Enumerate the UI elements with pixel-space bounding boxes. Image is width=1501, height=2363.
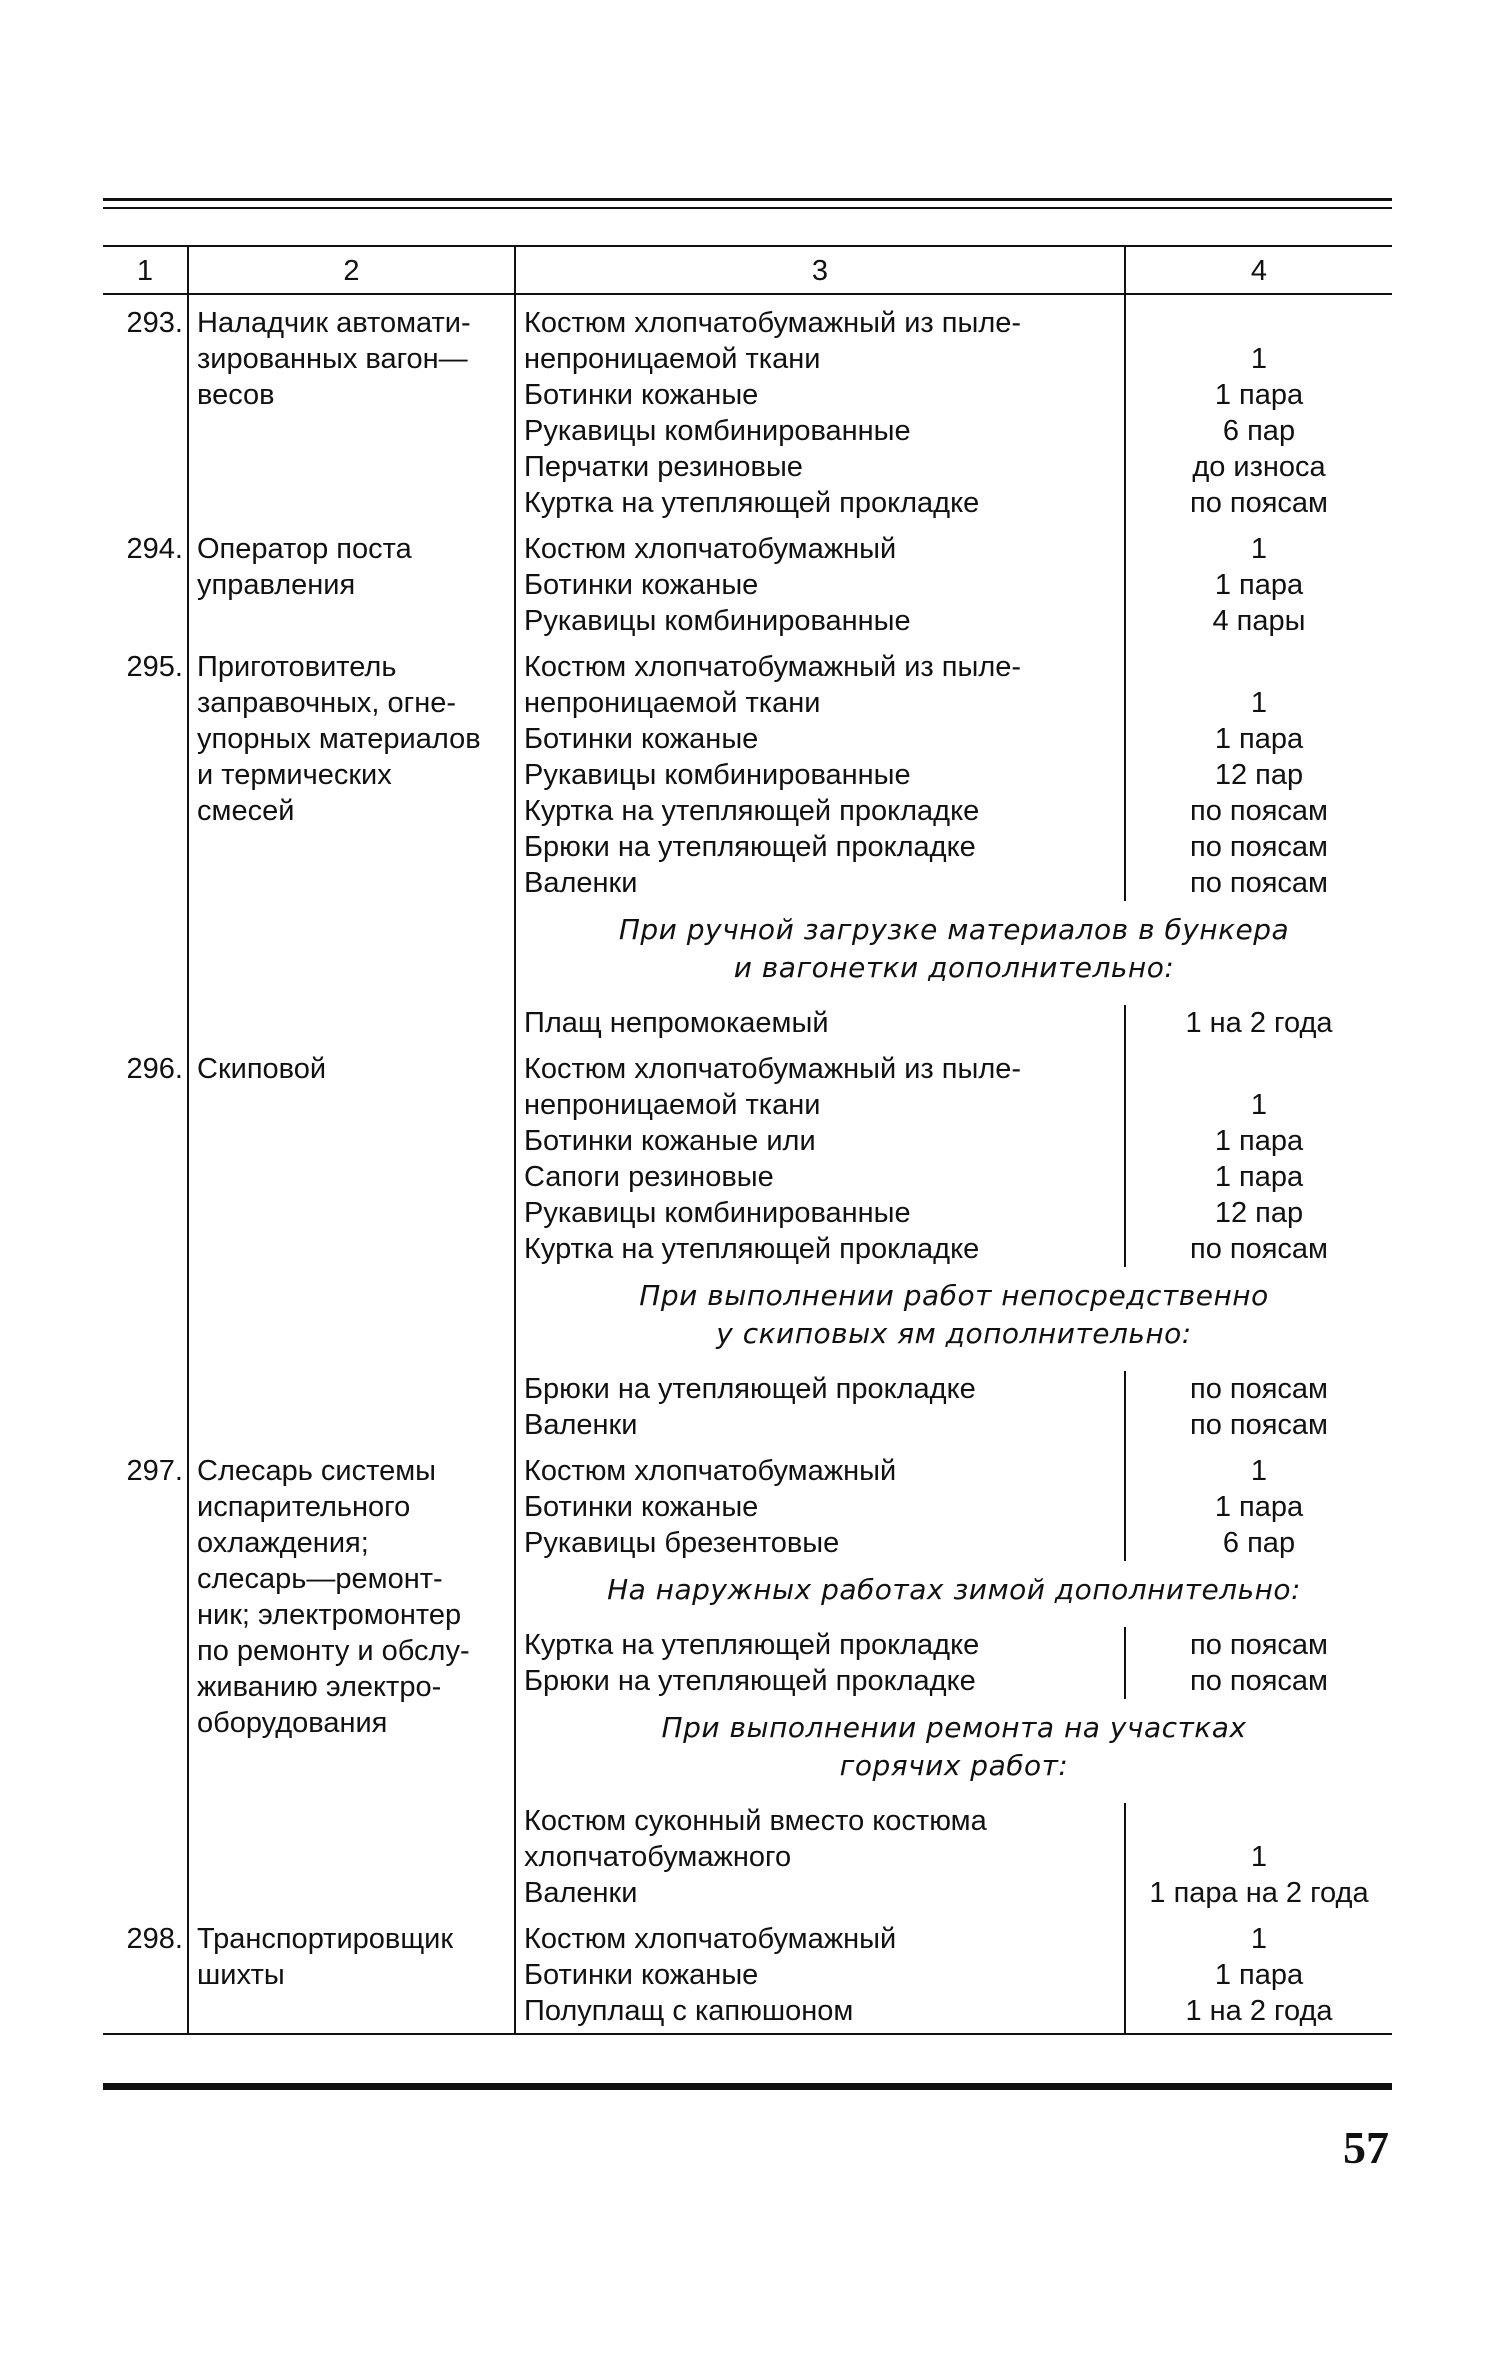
table-row (103, 1911, 1392, 2034)
table-row (103, 294, 1392, 521)
profession-line: оборудования (197, 1707, 388, 1739)
profession-line: управления (197, 569, 356, 601)
table-row (103, 521, 1392, 639)
ppe-quantity: 12 пар (1214, 1197, 1304, 1229)
ppe-item-name: Костюм хлопчатобумажный из пыле- (524, 651, 1022, 683)
profession-line: Транспортировщик (197, 1923, 454, 1955)
profession-name (188, 1911, 515, 2034)
ppe-item-name: Рукавицы комбинированные (524, 759, 911, 791)
profession-line: охлаждения; (197, 1527, 369, 1559)
ppe-quantity: 1 (1250, 687, 1268, 719)
entry-number: 297. (103, 1443, 188, 1911)
ppe-item-name: Полуплащ с капюшоном (524, 1995, 854, 2027)
ppe-quantity: 1 пара (1214, 1491, 1304, 1523)
ppe-quantity: 1 (1250, 343, 1268, 375)
condition-note (515, 901, 1392, 1005)
entry-number: 293. (103, 294, 188, 521)
ppe-quantity: 12 пар (1214, 759, 1304, 791)
header-col-1: 1 (103, 246, 188, 294)
ppe-quantity-cell (1125, 1371, 1392, 1443)
ppe-item-name: Костюм хлопчатобумажный (524, 1923, 897, 1955)
qty-spacer (1126, 649, 1392, 685)
ppe-item-name: Валенки (524, 1409, 638, 1441)
ppe-quantity: 1 (1250, 1923, 1268, 1955)
note-line: На наружных работах зимой дополнительно: (607, 1573, 1301, 1606)
page-number: 57 (1343, 2122, 1389, 2173)
ppe-quantity: 1 пара (1214, 379, 1304, 411)
profession-line: смесей (197, 795, 295, 827)
profession-name (188, 1443, 515, 1911)
ppe-quantity-cell (1125, 1627, 1392, 1699)
profession-line: заправочных, огне- (197, 687, 457, 719)
ppe-item-name: Куртка на утепляющей прокладке (524, 795, 980, 827)
qty-spacer (1126, 305, 1392, 341)
profession-line: Слесарь системы (197, 1455, 436, 1487)
ppe-quantity: 1 пара (1214, 1959, 1304, 1991)
ppe-quantity: 4 пары (1212, 605, 1306, 637)
ppe-item-name: Куртка на утепляющей прокладке (524, 1233, 980, 1265)
ppe-item-name: Ботинки кожаные (524, 1491, 759, 1523)
ppe-quantity-cell (1125, 1005, 1392, 1041)
profession-name (188, 521, 515, 639)
profession-line: шихты (197, 1959, 285, 1991)
note-line: горячих работ: (839, 1749, 1069, 1782)
table-body (103, 294, 1392, 2034)
profession-name (188, 294, 515, 521)
ppe-quantity: по поясам (1190, 795, 1328, 827)
ppe-item-cell (515, 1371, 1125, 1443)
profession-line: упорных материалов (197, 723, 481, 755)
ppe-quantity: по поясам (1190, 1629, 1328, 1661)
ppe-quantity: 1 пара (1214, 1161, 1304, 1193)
table-row (103, 1443, 1392, 1561)
ppe-item-name: Рукавицы комбинированные (524, 415, 911, 447)
ppe-quantity: 1 на 2 года (1185, 1007, 1333, 1039)
profession-line: и термических (197, 759, 392, 791)
entry-number: 296. (103, 1041, 188, 1443)
qty-spacer (1126, 1803, 1392, 1839)
qty-spacer (1126, 1051, 1392, 1087)
profession-line: Приготовитель (197, 651, 397, 683)
ppe-quantity: по поясам (1190, 1409, 1328, 1441)
ppe-item-cell (515, 1627, 1125, 1699)
ppe-item-name: Ботинки кожаные (524, 1959, 759, 1991)
ppe-item-name: хлопчатобумажного (524, 1841, 792, 1873)
ppe-item-name: Костюм хлопчатобумажный из пыле- (524, 307, 1022, 339)
ppe-item-cell (515, 639, 1125, 901)
ppe-item-name: Плащ непромокаемый (524, 1007, 829, 1039)
ppe-item-name: непроницаемой ткани (524, 343, 821, 375)
ppe-quantity-cell (1125, 294, 1392, 521)
ppe-quantity: 1 пара (1214, 723, 1304, 755)
ppe-item-name: Перчатки резиновые (524, 451, 803, 483)
ppe-quantity-cell (1125, 1803, 1392, 1911)
profession-line: слесарь—ремонт- (197, 1563, 443, 1595)
ppe-item-name: Рукавицы брезентовые (524, 1527, 840, 1559)
ppe-item-name: Костюм хлопчатобумажный из пыле- (524, 1053, 1022, 1085)
ppe-quantity: по поясам (1190, 867, 1328, 899)
entry-number: 298. (103, 1911, 188, 2034)
ppe-item-name: Брюки на утепляющей прокладке (524, 831, 976, 863)
ppe-item-name: Валенки (524, 867, 638, 899)
table-header-row (103, 246, 1392, 294)
ppe-item-cell (515, 1443, 1125, 1561)
profession-line: по ремонту и обслу- (197, 1635, 470, 1667)
profession-line: Оператор поста (197, 533, 412, 565)
entry-number: 294. (103, 521, 188, 639)
ppe-quantity-cell (1125, 1911, 1392, 2034)
ppe-item-name: Костюм хлопчатобумажный (524, 533, 897, 565)
profession-name (188, 639, 515, 1041)
ppe-item-name: Рукавицы комбинированные (524, 605, 911, 637)
ppe-quantity: 1 пара на 2 года (1149, 1877, 1369, 1909)
header-col-4: 4 (1125, 246, 1392, 294)
ppe-quantity: 1 на 2 года (1185, 1995, 1333, 2027)
ppe-quantity: по поясам (1190, 1665, 1328, 1697)
ppe-item-name: Валенки (524, 1877, 638, 1909)
note-line: При ручной загрузке материалов в бункера (618, 913, 1290, 946)
condition-note (515, 1699, 1392, 1803)
ppe-quantity: 1 пара (1214, 569, 1304, 601)
condition-note (515, 1267, 1392, 1371)
ppe-quantity: по поясам (1190, 1373, 1328, 1405)
ppe-quantity-cell (1125, 639, 1392, 901)
ppe-item-name: непроницаемой ткани (524, 687, 821, 719)
ppe-quantity: 1 (1250, 1455, 1268, 1487)
ppe-quantity: 1 (1250, 533, 1268, 565)
ppe-item-name: Куртка на утепляющей прокладке (524, 1629, 980, 1661)
ppe-item-name: Ботинки кожаные (524, 723, 759, 755)
ppe-norms-table (103, 245, 1392, 2035)
ppe-quantity: 1 пара (1214, 1125, 1304, 1157)
table-row (103, 639, 1392, 901)
ppe-quantity: 6 пар (1222, 1527, 1296, 1559)
ppe-quantity: 1 (1250, 1089, 1268, 1121)
profession-line: ник; электромонтер (197, 1599, 462, 1631)
ppe-quantity: по поясам (1190, 831, 1328, 863)
profession-line: зированных вагон— (197, 343, 468, 375)
ppe-item-cell (515, 1041, 1125, 1267)
entry-number: 295. (103, 639, 188, 1041)
ppe-item-name: Ботинки кожаные или (524, 1125, 816, 1157)
ppe-quantity-cell (1125, 1041, 1392, 1267)
ppe-item-name: непроницаемой ткани (524, 1089, 821, 1121)
header-col-2: 2 (188, 246, 515, 294)
profession-name (188, 1041, 515, 1443)
note-line: и вагонетки дополнительно: (733, 951, 1175, 984)
ppe-item-name: Брюки на утепляющей прокладке (524, 1373, 976, 1405)
note-line: При выполнении работ непосредственно (639, 1279, 1269, 1312)
ppe-quantity-cell (1125, 1443, 1392, 1561)
ppe-item-name: Ботинки кожаные (524, 379, 759, 411)
note-line: у скиповых ям дополнительно: (716, 1317, 1192, 1350)
ppe-item-cell (515, 521, 1125, 639)
ppe-item-name: Ботинки кожаные (524, 569, 759, 601)
ppe-item-name: Сапоги резиновые (524, 1161, 774, 1193)
profession-line: Скиповой (197, 1053, 327, 1085)
ppe-item-name: Куртка на утепляющей прокладке (524, 487, 980, 519)
ppe-item-name: Рукавицы комбинированные (524, 1197, 911, 1229)
top-rule-thin (103, 207, 1392, 209)
ppe-quantity: 1 (1250, 1841, 1268, 1873)
ppe-item-cell (515, 1803, 1125, 1911)
profession-line: живанию электро- (197, 1671, 442, 1703)
ppe-quantity: 6 пар (1222, 415, 1296, 447)
ppe-quantity: по поясам (1190, 1233, 1328, 1265)
table-row (103, 1041, 1392, 1267)
ppe-item-cell (515, 1911, 1125, 2034)
ppe-item-name: Костюм суконный вместо костюма (524, 1805, 987, 1837)
profession-line: Наладчик автомати- (197, 307, 471, 339)
condition-note (515, 1561, 1392, 1627)
note-line: При выполнении ремонта на участках (661, 1711, 1247, 1744)
ppe-quantity: до износа (1192, 451, 1326, 483)
ppe-item-cell (515, 294, 1125, 521)
header-col-3: 3 (515, 246, 1125, 294)
ppe-item-cell (515, 1005, 1125, 1041)
profession-line: весов (197, 379, 275, 411)
profession-line: испарительного (197, 1491, 411, 1523)
ppe-quantity: по поясам (1190, 487, 1328, 519)
bottom-rule (103, 2083, 1392, 2090)
ppe-item-name: Костюм хлопчатобумажный (524, 1455, 897, 1487)
ppe-item-name: Брюки на утепляющей прокладке (524, 1665, 976, 1697)
top-rule-thick (103, 198, 1392, 201)
ppe-quantity-cell (1125, 521, 1392, 639)
